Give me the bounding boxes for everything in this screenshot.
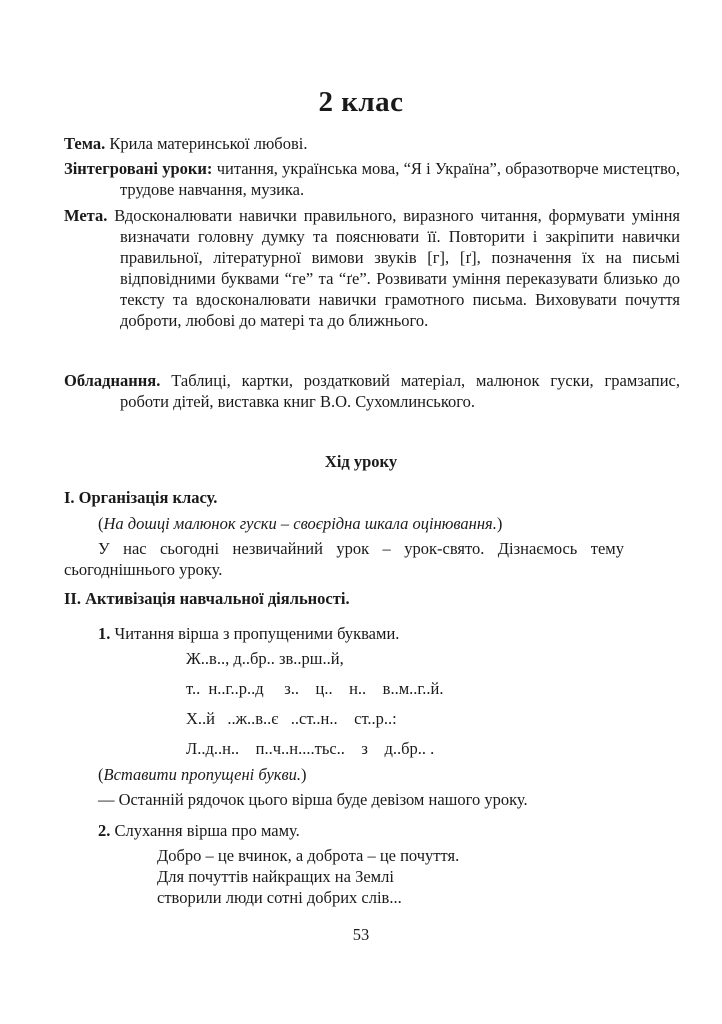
page-title: 2 клас [318, 86, 404, 118]
poem-line: Л..д..н.. п..ч..н....тьс.. з д..бр.. . [186, 739, 435, 758]
section-1-note: (На дошці малюнок гуски – своєрідна шкала оцінювання.) [98, 514, 503, 533]
poem-line: Ж..в.., д..бр.. зв..рш..й, [186, 649, 344, 668]
item-2-text: Слухання вірша про маму. [114, 821, 300, 840]
equipment-label: Обладнання. [64, 371, 161, 390]
item-1-text: Читання вірша з пропущеними буквами. [114, 624, 400, 643]
poem-line: Добро – це вчинок, а доброта – це почуття. [157, 846, 460, 865]
poem-line: Для почуттів найкращих на Землі [157, 867, 394, 886]
poem-line: створили люди сотні добрих слів... [157, 888, 402, 907]
section-2-heading: II. Активізація навчальної діяльності. [64, 589, 350, 608]
page-number: 53 [352, 925, 370, 944]
topic-label: Тема. [64, 134, 106, 153]
goal-paragraph [64, 205, 680, 331]
integrated-lessons-paragraph [64, 158, 680, 200]
item-2 [98, 820, 300, 841]
topic-text: Крила материнської любові. [109, 134, 308, 153]
equipment-paragraph [64, 370, 680, 412]
goal-text: Вдосконалювати навички правильного, виразного читання, формувати уміння визначати головну думку та пояснювати її. Повторити і закріпити навички правильної, літературної вимови звуків [г], [ґ], позначення їх на письмі відповідними буквами “ге” та “ґе”. Розвивати уміння переказувати близько до тексту та вдосконалювати навички грамотного письма. Виховувати почуття доброти, любові до матері та до ближнього. [114, 206, 681, 330]
section-1-text: У нас сьогодні незвичайний урок – урок-свято. Дізнаємось тему сьогоднішнього уроку. [64, 539, 624, 579]
item-1-note: (Вставити пропущені букви.) [98, 765, 307, 784]
section-1-heading: I. Організація класу. [64, 488, 218, 507]
section-1-note-text: На дошці малюнок гуски – своєрідна шкала оцінювання. [103, 514, 497, 533]
integrated-lessons-label: Зінтегровані уроки: [64, 159, 213, 178]
topic-paragraph [64, 133, 680, 154]
item-2-number: 2. [98, 821, 111, 840]
integrated-lessons-text: читання, українська мова, “Я і Україна”, образотворче мистецтво, трудове навчання, музика. [120, 159, 680, 199]
poem-line: Х..й ..ж..в..є ..ст..н.. ст..р..: [186, 709, 397, 728]
item-1 [98, 623, 399, 644]
lesson-heading: Хід уроку [324, 452, 398, 471]
equipment-text: Таблиці, картки, роздатковий матеріал, малюнок гуски, грамзапис, роботи дітей, виставка книг В.О. Сухомлинського. [120, 371, 681, 411]
item-1-note-text: Вставити пропущені букви. [103, 765, 302, 784]
poem-line: т.. н..г..р..д з.. ц.. н.. в..м..г..й. [186, 679, 444, 698]
goal-label: Мета. [64, 206, 108, 225]
item-1-remark: — Останній рядочок цього вірша буде девізом нашого уроку. [98, 790, 528, 809]
item-1-number: 1. [98, 624, 111, 643]
